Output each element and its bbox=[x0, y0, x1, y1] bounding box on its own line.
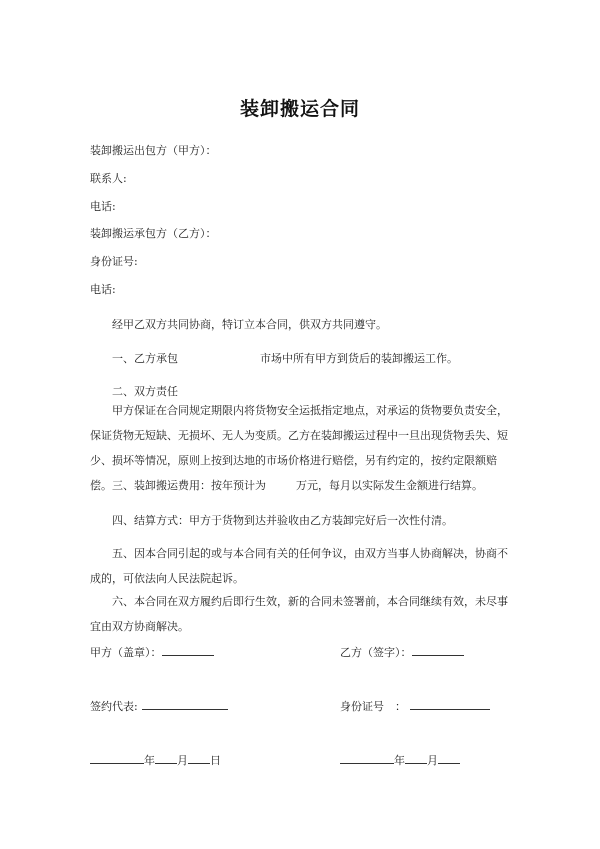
clause-4: 四、结算方式：甲方于货物到达并验收由乙方装卸完好后一次性付清。 bbox=[112, 514, 453, 527]
phone-label-b: 电话: bbox=[90, 283, 116, 296]
year-line-a bbox=[90, 751, 144, 764]
clause-1 bbox=[112, 352, 458, 366]
party-b-sign-line bbox=[412, 643, 464, 656]
month-label-b: 月 bbox=[427, 754, 438, 767]
sig-id-line bbox=[410, 697, 490, 710]
party-a-label: 装卸搬运出包方（甲方）： bbox=[90, 144, 217, 157]
rep-label: 签约代表: bbox=[90, 700, 138, 713]
id-number-label: 身份证号: bbox=[90, 255, 138, 268]
clause-5: 五、因本合同引起的或与本合同有关的任何争议，由双方当事人协商解决，协商不成的，可依法向人民法院起诉。 bbox=[90, 547, 508, 585]
clause-3-prefix: 三、装卸搬运费用：按年预计为 bbox=[112, 479, 266, 492]
party-b-label: 装卸搬运承包方（乙方）： bbox=[90, 227, 217, 240]
sig-id-label: 身份证号 ： bbox=[340, 700, 406, 713]
party-a-seal-row bbox=[90, 643, 214, 660]
day-line-b bbox=[438, 751, 460, 764]
month-line-a bbox=[155, 751, 177, 764]
sig-id-row bbox=[340, 697, 490, 714]
date-row-a bbox=[90, 751, 221, 768]
rep-line bbox=[142, 697, 228, 710]
year-label-b: 年 bbox=[394, 754, 405, 767]
page-title: 装卸搬运合同 bbox=[239, 98, 360, 120]
clause-2-title: 二、双方责任 bbox=[112, 385, 178, 398]
clause-3 bbox=[112, 479, 483, 493]
date-row-b bbox=[340, 751, 460, 768]
month-label-a: 月 bbox=[177, 754, 188, 767]
contact-label: 联系人: bbox=[90, 172, 127, 185]
year-label-a: 年 bbox=[144, 754, 155, 767]
party-a-seal-line bbox=[162, 643, 214, 656]
party-a-seal-label: 甲方（盖章）： bbox=[90, 646, 162, 659]
day-label-a: 日 bbox=[210, 754, 221, 767]
clause-2-body: 甲方保证在合同规定期限内将货物安全运抵指定地点，对承运的货物要负责安全，保证货物无短缺、无损坏、无人为变质。乙方在装卸搬运过程中一旦出现货物丢失、短少、损坏等情况，原则上按到达地的市场价格进行赔偿，另有约定的，按约定限额赔偿。 bbox=[90, 404, 508, 492]
month-line-b bbox=[405, 751, 427, 764]
clause-1-suffix: 市场中所有甲方到货后的装卸搬运工作。 bbox=[260, 352, 458, 365]
intro-paragraph: 经甲乙双方共同协商，特订立本合同，供双方共同遵守。 bbox=[112, 318, 387, 331]
party-b-sign-row bbox=[340, 643, 464, 660]
phone-label-a: 电话: bbox=[90, 200, 116, 213]
day-line-a bbox=[188, 751, 210, 764]
rep-row bbox=[90, 697, 228, 714]
party-b-sign-label: 乙方（签字）： bbox=[340, 646, 412, 659]
clause-3-suffix: 万元，每月以实际发生金额进行结算。 bbox=[296, 479, 483, 492]
year-line-b bbox=[340, 751, 394, 764]
clause-6: 六、本合同在双方履约后即行生效，新的合同未签署前，本合同继续有效，未尽事宜由双方协商解决。 bbox=[90, 595, 508, 633]
clause-1-prefix: 一、乙方承包 bbox=[112, 352, 178, 365]
